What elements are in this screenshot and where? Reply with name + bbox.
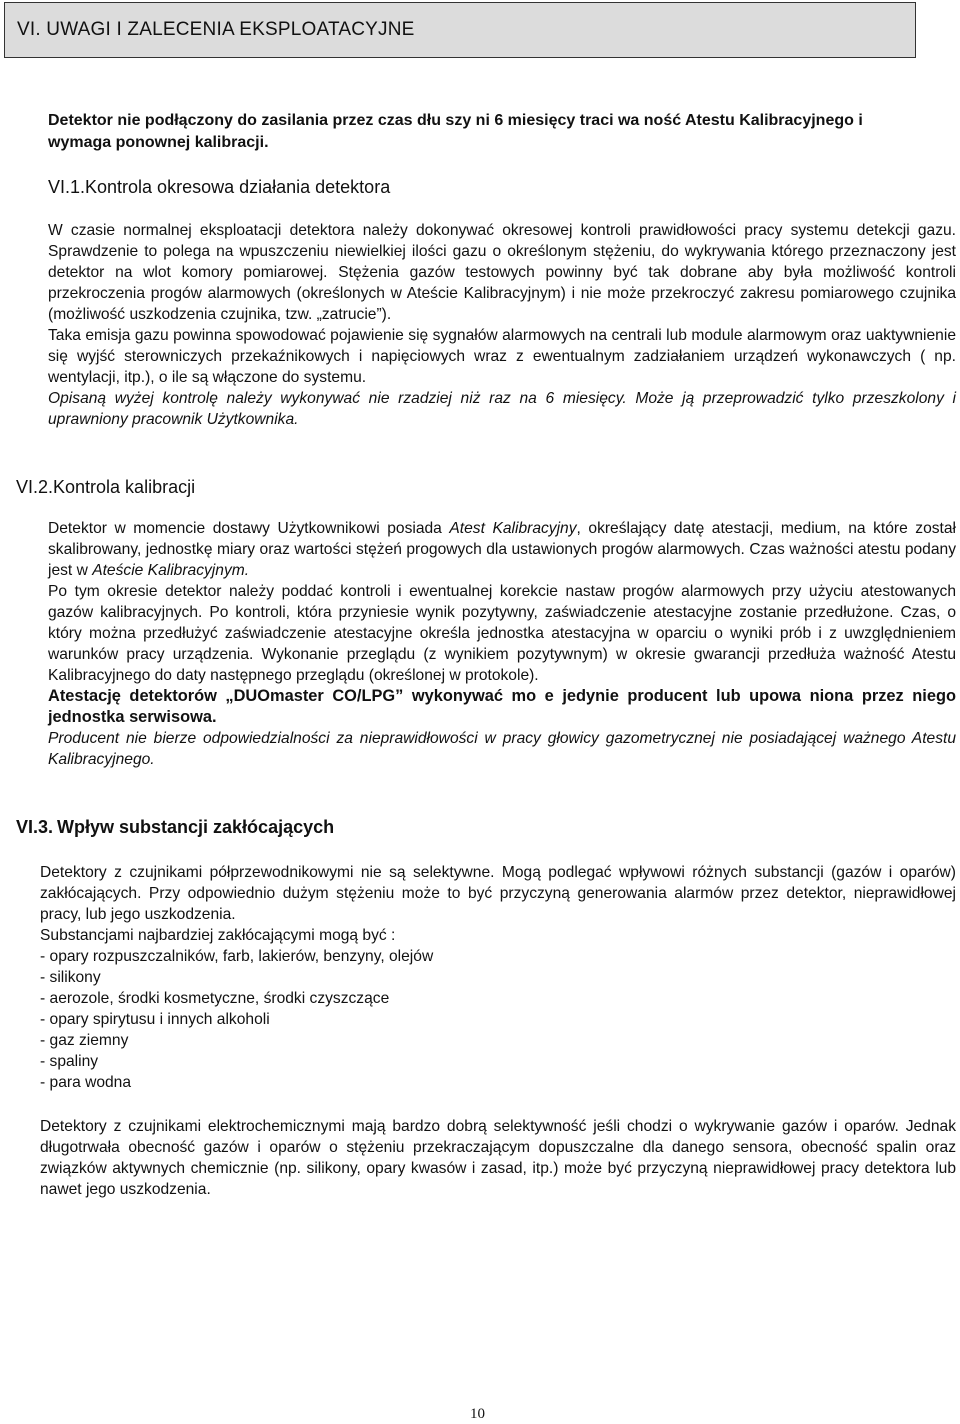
chapter-title: VI. UWAGI I ZALECENIA EKSPLOATACYJNE bbox=[17, 19, 415, 40]
section-2-paragraph-4: Producent nie bierze odpowiedzialności za nieprawidłowości w pracy głowicy gazometrycznej nie posiadającej ważnego Atestu Kalibracyjnego. bbox=[48, 730, 956, 768]
list-item: - spaliny bbox=[40, 1053, 99, 1070]
section-3-closing bbox=[40, 1116, 956, 1200]
section-2-paragraph-1 bbox=[48, 518, 956, 581]
list-item: - para wodna bbox=[40, 1074, 132, 1091]
intro-note: Detektor nie podłączony do zasilania przez czas dłu szy ni 6 miesięcy traci wa ność Atestu Kalibracyjnego i wymaga ponownej kalibracji. bbox=[48, 112, 863, 151]
list-item: - opary spirytusu i innych alkoholi bbox=[40, 1011, 270, 1028]
section-2-p1-atest: Atest Kalibracyjny bbox=[449, 520, 577, 537]
list-item: - silikony bbox=[40, 969, 101, 986]
section-2-p1-atest-2: Ateście Kalibracyjnym. bbox=[92, 562, 250, 579]
section-3-paragraph-2: Detektory z czujnikami elektrochemicznymi mają bardzo dobrą selektywność jeśli chodzi o wykrywanie gazów i oparów. Jednak długotrwała obecność gazów i oparów o stężeniu przekraczającym dopuszczalne dla danego sensora, obecność spalin oraz związków aktywnych chemicznie (np. silikony, opary kwasów i zasad, itp.) może być przyczyną nieprawidłowej pracy detektora lub nawet jego uszkodzenia. bbox=[40, 1118, 956, 1198]
list-item: - aerozole, środki kosmetyczne, środki czyszczące bbox=[40, 990, 390, 1007]
section-2-paragraph-3: Atestację detektorów „DUOmaster CO/LPG” wykonywać mo e jedynie producent lub upowa niona przez niego jednostka serwisowa. bbox=[48, 687, 956, 726]
section-1-body bbox=[48, 220, 956, 430]
section-3-paragraph-1: Detektory z czujnikami półprzewodnikowymi nie są selektywne. Mogą podlegać wpływowi różnych substancji (gazów i oparów) zakłócających. Przy odpowiednio dużym stężeniu może to być przyczyną generowania alarmów przez detektor, nieprawidłowej pracy, lub jego uszkodzenia. bbox=[40, 864, 956, 923]
section-2-paragraph-2: Po tym okresie detektor należy poddać kontroli i ewentualnej korekcie nastaw progów alarmowych przy użyciu atestowanych gazów kalibracyjnych. Po kontroli, która przyniesie wynik pozytywny, zaświadczenie atestacyjne zostanie przedłużone. Czas, o który można przedłużyć zaświadczenie atestacyjne określa jednostka atestacyjna w oparciu o wyniki prób i z uwzględnieniem warunków pracy urządzenia. Wykonanie przeglądu (z wynikiem pozytywnym) w okresie gwarancji przedłuża ważność Atestu Kalibracyjnego do daty następnego przeglądu (określonej w protokole). bbox=[48, 583, 956, 684]
substances-list bbox=[40, 946, 956, 1093]
section-2-body bbox=[48, 518, 956, 770]
list-item: - gaz ziemny bbox=[40, 1032, 129, 1049]
section-3-list-intro: Substancjami najbardziej zakłócającymi mogą być : bbox=[40, 927, 396, 944]
section-3-title: Wpływ substancji zakłócających bbox=[57, 817, 335, 837]
section-1-heading bbox=[48, 176, 390, 198]
section-1-number: VI.1. bbox=[48, 177, 86, 197]
section-2-title: Kontrola kalibracji bbox=[53, 477, 196, 497]
section-2-number: VI.2. bbox=[16, 477, 54, 497]
section-2-p1-text-a: Detektor w momencie dostawy Użytkownikowi posiada bbox=[48, 520, 450, 537]
section-3-body bbox=[40, 862, 956, 1093]
section-3-number: VI.3. bbox=[16, 817, 54, 837]
section-2-p1-text-c: , określający datę atestacji, medium, na które został skalibrowany, jednostkę miary oraz wartości stężeń progowych dla ustawionych progów alarmowych. Czas ważności atestu podany jest w bbox=[48, 520, 957, 579]
list-item: - opary rozpuszczalników, farb, lakierów, benzyny, olejów bbox=[40, 948, 434, 965]
section-header-box bbox=[4, 2, 916, 58]
section-1-paragraph-1: W czasie normalnej eksploatacji detektora należy dokonywać okresowej kontroli prawidłowości pracy systemu detekcji gazu. Sprawdzenie to polega na wpuszczeniu niewielkiej ilości gazu o określonym stężeniu, do wykrywania którego przeznaczony jest detektor na wlot komory pomiarowej. Stężenia gazów testowych powinny być tak dobrane aby była możliwość kontroli przekroczenia progów alarmowych (określonych w Ateście Kalibracyjnym) i nie może przekroczyć zakresu pomiarowego czujnika (możliwość uszkodzenia czujnika, tzw. „zatrucie”). bbox=[48, 222, 956, 323]
section-1-title: Kontrola okresowa działania detektora bbox=[85, 177, 391, 197]
section-2-heading bbox=[16, 476, 195, 498]
section-1-paragraph-2: Taka emisja gazu powinna spowodować pojawienie się sygnałów alarmowych na centrali lub module alarmowym oraz uaktywnienie się wyjść sterowniczych przekaźnikowych i napięciowych wraz z ewentualnym zadziałaniem urządzeń wykonawczych ( np. wentylacji, itp.), o ile są włączone do systemu. bbox=[48, 327, 956, 386]
section-1-paragraph-3: Opisaną wyżej kontrolę należy wykonywać nie rzadziej niż raz na 6 miesięcy. Może ją przeprowadzić tylko przeszkolony i uprawniony pracownik Użytkownika. bbox=[48, 390, 956, 428]
page-number: 10 bbox=[470, 1406, 485, 1422]
section-3-heading bbox=[16, 816, 334, 838]
